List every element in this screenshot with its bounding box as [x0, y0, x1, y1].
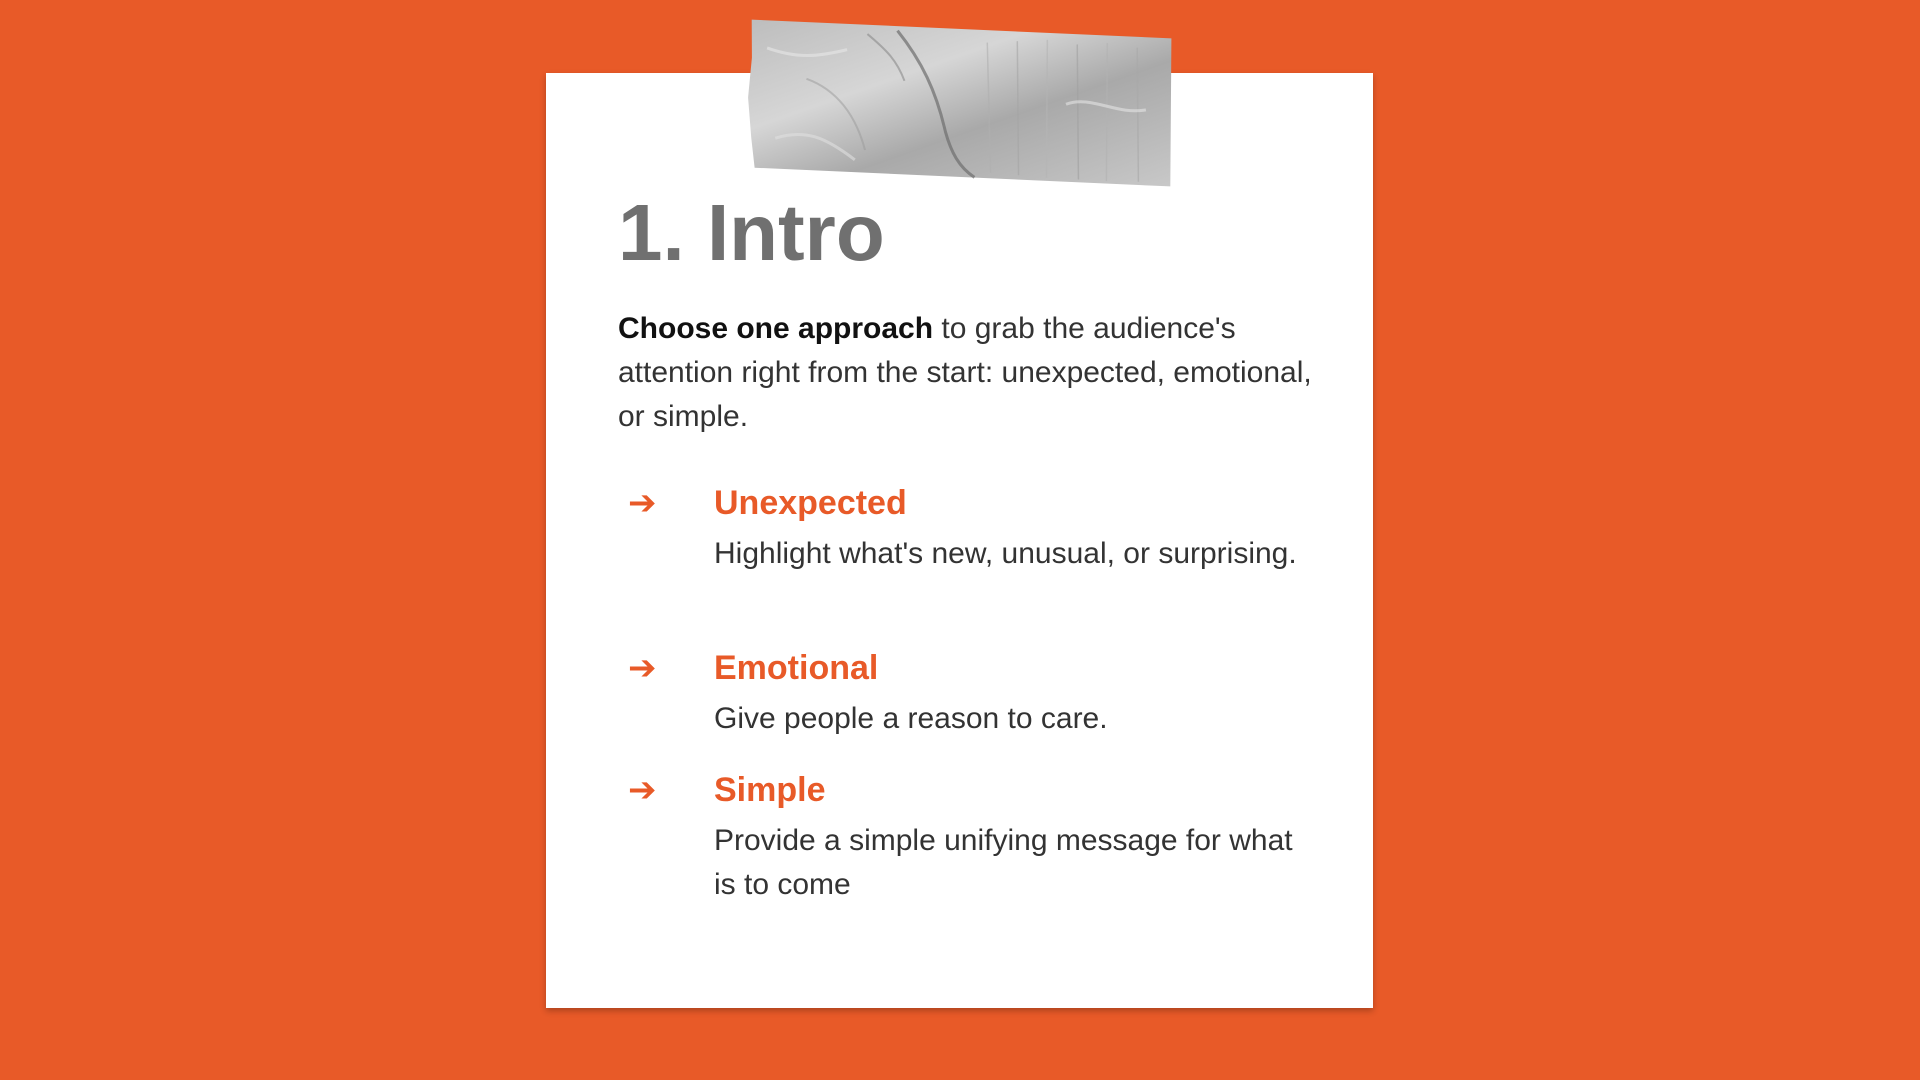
approach-description: Provide a simple unifying message for what is to come	[714, 824, 1293, 901]
approach-description: Highlight what's new, unusual, or surprising.	[714, 537, 1297, 570]
arrow-right-icon: ➔	[628, 771, 657, 809]
duct-tape-icon	[744, 18, 1175, 190]
arrow-right-icon: ➔	[628, 649, 657, 687]
approach-title: Simple	[714, 771, 826, 809]
intro-bold-text: Choose one approach	[618, 312, 934, 345]
intro-text: to grab the audience's attention right from the start: unexpected, emotional, or simple.	[618, 312, 1312, 433]
note-card	[546, 73, 1373, 1008]
approach-title: Emotional	[714, 649, 879, 687]
arrow-right-icon: ➔	[628, 484, 657, 522]
approach-title: Unexpected	[714, 484, 907, 522]
intro-paragraph	[618, 307, 1318, 439]
approach-description: Give people a reason to care.	[714, 702, 1108, 735]
slide-title: 1. Intro	[618, 188, 885, 277]
